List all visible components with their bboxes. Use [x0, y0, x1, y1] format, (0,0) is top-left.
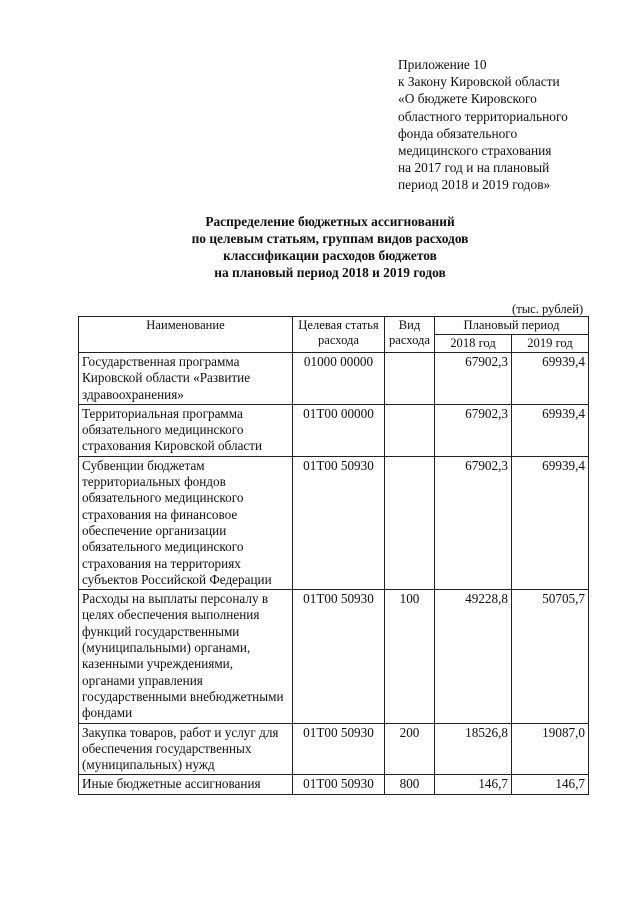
cell-2019: 69939,4	[512, 353, 589, 405]
cell-name: Территориальная программа обязательного медицинского страхования Кировской области	[79, 404, 293, 456]
header-name: Наименование	[79, 317, 293, 353]
cell-target: 01000 00000	[293, 353, 385, 405]
cell-name: Иные бюджетные ассигнования	[79, 775, 293, 794]
cell-name: Субвенции бюджетам территориальных фондов обязательного медицинского страхования на финансовое обеспечение организации обязательного медицинского страхования на территориях субъектов Российской Федерации	[79, 456, 293, 589]
appendix-line: к Закону Кировской области	[398, 74, 560, 90]
cell-type: 200	[385, 723, 435, 775]
title-line: на плановый период 2018 и 2019 годов	[214, 265, 446, 280]
cell-name: Закупка товаров, работ и услуг для обеспечения государственных (муниципальных) нужд	[79, 723, 293, 775]
document-title	[150, 213, 510, 281]
cell-type	[385, 404, 435, 456]
cell-target: 01Т00 50930	[293, 775, 385, 794]
appendix-line: «О бюджете Кировского	[398, 91, 537, 107]
header-target-article: Целевая статья расхода	[293, 317, 385, 353]
cell-type	[385, 456, 435, 589]
header-planning-period: Плановый период	[435, 317, 589, 335]
header-year-2019: 2019 год	[512, 335, 589, 353]
header-expense-type: Вид расхода	[385, 317, 435, 353]
table-row	[79, 404, 589, 456]
title-line: по целевым статьям, группам видов расходов	[191, 231, 469, 246]
cell-type: 800	[385, 775, 435, 794]
appendix-line: период 2018 и 2019 годов»	[398, 177, 551, 193]
appendix-line: фонда обязательного	[398, 125, 518, 141]
cell-2018: 67902,3	[435, 353, 512, 405]
title-line: классификации расходов бюджетов	[223, 248, 437, 263]
appendix-reference	[398, 56, 628, 194]
table-header-row	[79, 317, 589, 335]
cell-2018: 67902,3	[435, 456, 512, 589]
cell-2019: 69939,4	[512, 404, 589, 456]
cell-target: 01Т00 50930	[293, 590, 385, 723]
cell-2018: 67902,3	[435, 404, 512, 456]
budget-table	[78, 316, 589, 795]
cell-2018: 49228,8	[435, 590, 512, 723]
cell-2019: 69939,4	[512, 456, 589, 589]
units-note: (тыс. рублей)	[512, 302, 584, 316]
cell-type: 100	[385, 590, 435, 723]
cell-target: 01Т00 00000	[293, 404, 385, 456]
cell-type	[385, 353, 435, 405]
cell-2019: 146,7	[512, 775, 589, 794]
table-row	[79, 353, 589, 405]
cell-target: 01Т00 50930	[293, 456, 385, 589]
cell-2018: 18526,8	[435, 723, 512, 775]
table-row	[79, 456, 589, 589]
title-line: Распределение бюджетных ассигнований	[205, 214, 455, 229]
header-year-2018: 2018 год	[435, 335, 512, 353]
appendix-line: Приложение 10	[398, 57, 487, 72]
cell-name: Расходы на выплаты персоналу в целях обеспечения выполнения функций государственными (муниципальными) органами, казенными учреждениями, органами управления государственными внебюджетными фондами	[79, 590, 293, 723]
table-row	[79, 723, 589, 775]
cell-name: Государственная программа Кировской области «Развитие здравоохранения»	[79, 353, 293, 405]
appendix-line: областного территориального	[398, 108, 568, 124]
cell-2018: 146,7	[435, 775, 512, 794]
cell-target: 01Т00 50930	[293, 723, 385, 775]
cell-2019: 50705,7	[512, 590, 589, 723]
appendix-line: на 2017 год и на плановый	[398, 160, 550, 176]
table-row	[79, 590, 589, 723]
table-row	[79, 775, 589, 794]
cell-2019: 19087,0	[512, 723, 589, 775]
appendix-line: медицинского страхования	[398, 143, 552, 159]
